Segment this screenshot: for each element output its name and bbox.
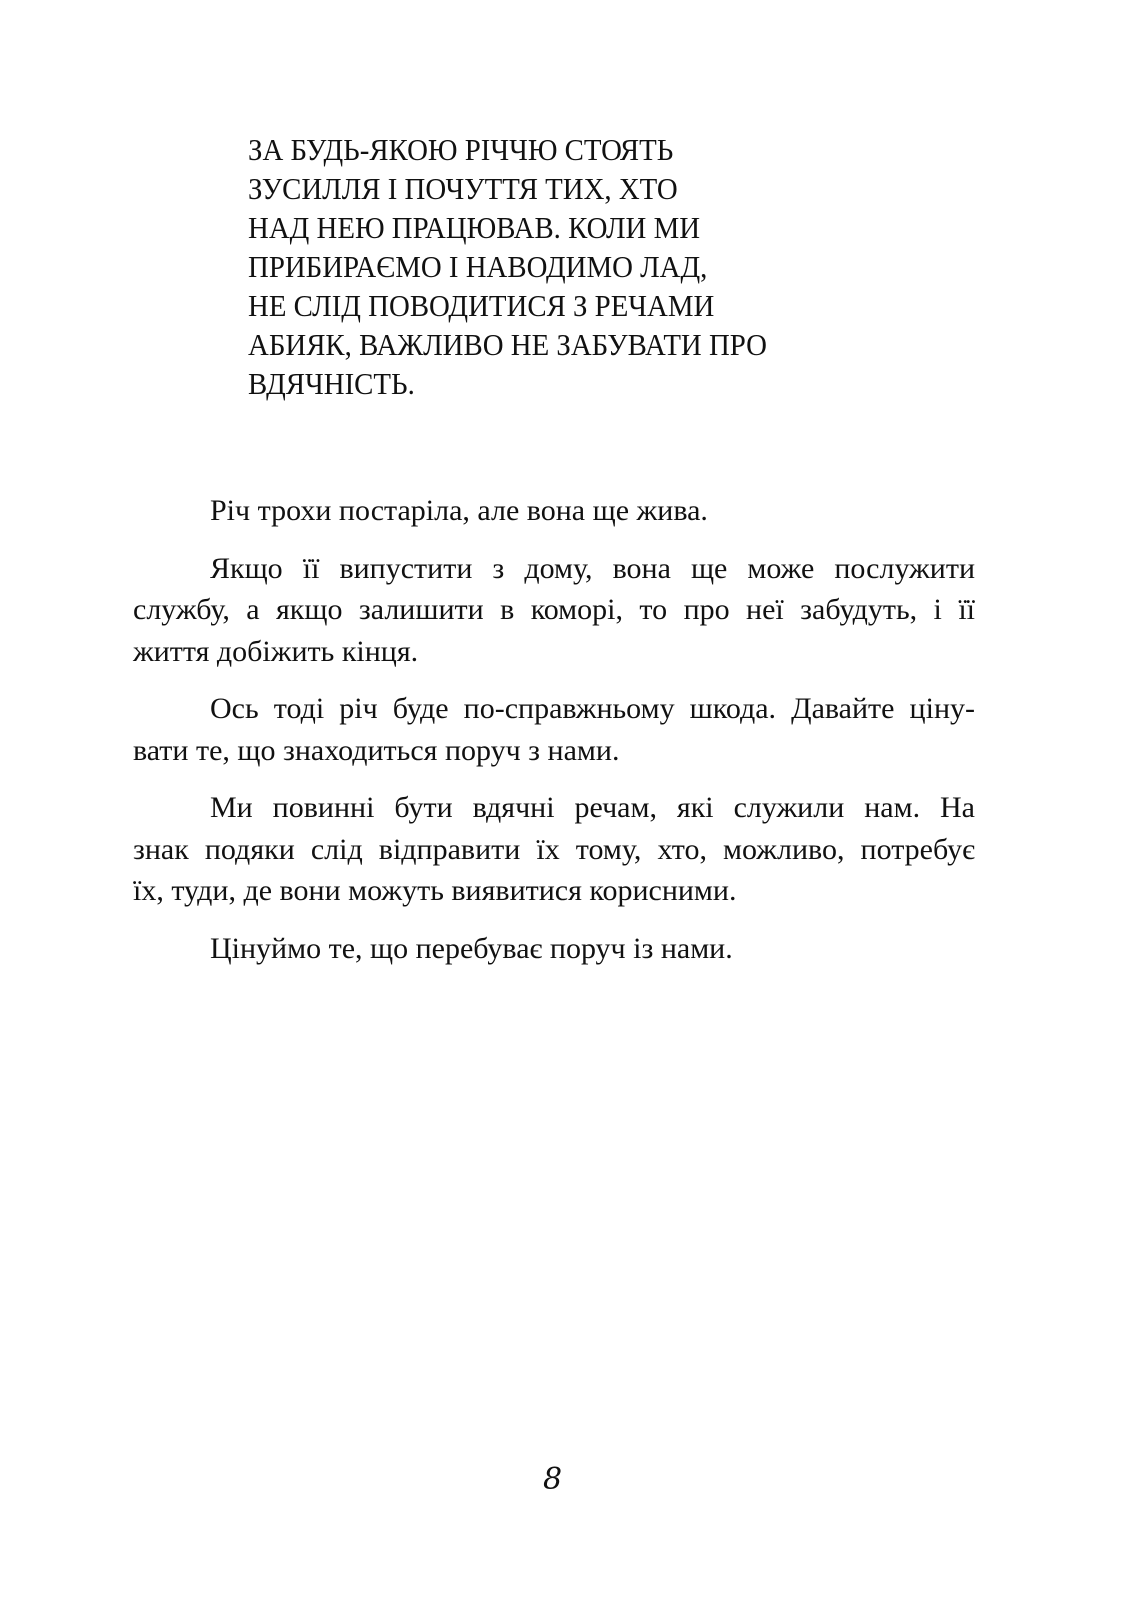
text-line: службу, а якщо залишити в коморі, то про неї забудуть, і її [133,593,975,626]
text-line: Ми повинні бути вдячні речам, які служили нам. На [210,791,975,824]
pull-quote [248,130,806,403]
text-line: знак подяки слід відправити їх тому, хто, можливо, потребує [133,832,975,866]
text-line: їх, туди, де вони можуть виявитися корисними. [133,874,737,907]
paragraph [133,928,975,970]
text-line: життя добіжить кінця. [133,634,419,668]
quote-line: НАД НЕЮ ПРАЦЮВАВ. КОЛИ МИ [248,210,701,245]
paragraph [133,490,975,532]
text-line: Ось тоді річ буде по-справжньому шкода. Давайте ціну- [210,692,975,725]
quote-line: ЗА БУДЬ-ЯКОЮ РІЧЧЮ СТОЯТЬ [248,132,674,167]
text-line: Цінуймо те, що перебуває поруч із нами. [210,931,733,965]
quote-line: ЗУСИЛЛЯ І ПОЧУТТЯ ТИХ, ХТО [248,171,678,206]
paragraph [133,688,975,771]
paragraph [133,787,975,912]
quote-line: АБИЯК, ВАЖЛИВО НЕ ЗАБУВАТИ ПРО [248,327,767,362]
quote-line: ВДЯЧНІСТЬ. [248,366,415,401]
paragraph [133,548,975,673]
text-line: Річ трохи постаріла, але вона ще жива. [210,494,708,527]
text-line: вати те, що знаходиться поруч з нами. [133,733,620,767]
body-text [133,490,975,985]
quote-line: ПРИБИРАЄМО І НАВОДИМО ЛАД, [248,249,708,284]
page-number: 8 [543,1462,563,1497]
quote-line: НЕ СЛІД ПОВОДИТИСЯ З РЕЧАМИ [248,288,715,323]
text-line: Якщо її випустити з дому, вона ще може послужити [210,551,975,585]
